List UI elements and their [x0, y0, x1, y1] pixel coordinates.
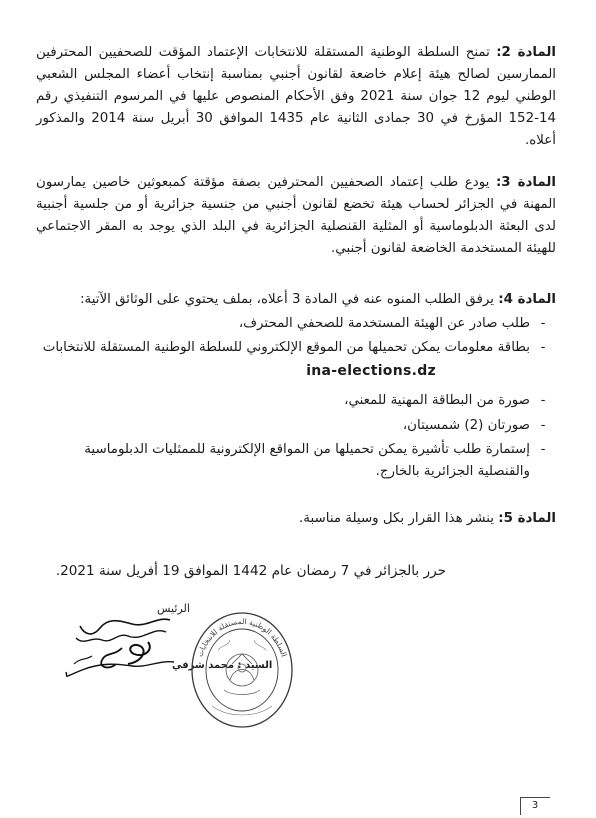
list-item-text: صورة من البطاقة المهنية للمعني،	[344, 393, 530, 408]
article-2	[36, 42, 556, 152]
page-number-border	[520, 797, 550, 798]
bullet-dash: -	[540, 340, 546, 355]
article-3-label: المادة 3:	[495, 175, 557, 190]
article-4-text: يرفق الطلب المنوه عنه في المادة 3 أعلاه، بملف يحتوي على الوثائق الآتية:	[80, 292, 494, 307]
closing-date-line: حرر بالجزائر في 7 رمضان عام 1442 الموافق 19 أفريل سنة 2021.	[55, 563, 446, 579]
list-item	[36, 415, 556, 437]
list-item	[36, 390, 556, 412]
list-item-text: صورتان (2) شمسيتان،	[402, 418, 530, 433]
bullet-dash: -	[540, 442, 546, 457]
article-5-label: المادة 5:	[498, 511, 556, 526]
list-item-text: إستمارة طلب تأشيرة يمكن تحميلها من المواقع الإلكترونية للممثليات الدبلوماسية والقنصلية الجزائرية بالخارج.	[84, 442, 530, 479]
article-4-label: المادة 4:	[498, 292, 556, 307]
official-stamp	[188, 610, 296, 730]
list-item	[36, 439, 556, 483]
article-3-text: يودع طلب إعتماد الصحفيين المحترفين بصفة مؤقتة كمبعوثين خاصين يمارسون المهنة في الجزائر لحساب هيئة تخضع لقانون أجنبي من جنسية جزائرية أو من جلسية أجنبية لدى البعثة الدبلوماسية أو المثلية القنصلية الجزائرية في البلد الذي يوجد به المقر الاجتماعي للهيئة المستخدمة الخاضعة لقانون أجنبي.	[36, 175, 556, 256]
list-item	[36, 313, 556, 335]
page-number: 3	[531, 800, 539, 811]
stamp-icon	[188, 610, 296, 730]
list-item-text: بطاقة معلومات يمكن تحميلها من الموقع الإلكتروني للسلطة الوطنية المستقلة للانتخابات	[42, 340, 530, 355]
website-url: ina-elections.dz	[306, 363, 436, 379]
stamp-text-drawn: السلطة الوطنية المستقلة للانتخابات	[195, 616, 289, 658]
article-2-text: تمنح السلطة الوطنية المستقلة للانتخابات الإعتماد المؤقت للصحفيين المحترفين الممارسين لصالح هيئة إعلام خاضعة لقانون أجنبي بمناسبة إنتخاب أعضاء المجلس الشعبي الوطني ليوم 12 جوان سنة 2021 وفق الأحكام المنصوص عليها في المرسوم التنفيذي رقم 14-152 المؤرخ في 30 جمادى الثانية عام 1435 الموافق 30 أبريل سنة 2014 والمذكور أعلاه.	[36, 45, 556, 148]
article-3	[36, 172, 556, 260]
bullet-dash: -	[540, 418, 546, 433]
bullet-dash: -	[540, 316, 546, 331]
signature-name-drawn: السيد : محمد شرفي	[172, 660, 273, 671]
bullet-dash: -	[540, 393, 546, 408]
list-item	[36, 337, 556, 359]
signature-title-drawn: الرئيس	[157, 602, 190, 615]
article-5-text: ينشر هذا القرار بكل وسيلة مناسبة.	[299, 511, 494, 526]
article-2-label: المادة 2:	[496, 45, 557, 60]
list-item-text: طلب صادر عن الهيئة المستخدمة للصحفي المحترف،	[238, 316, 530, 331]
article-5	[36, 508, 556, 530]
article-4	[36, 289, 556, 311]
